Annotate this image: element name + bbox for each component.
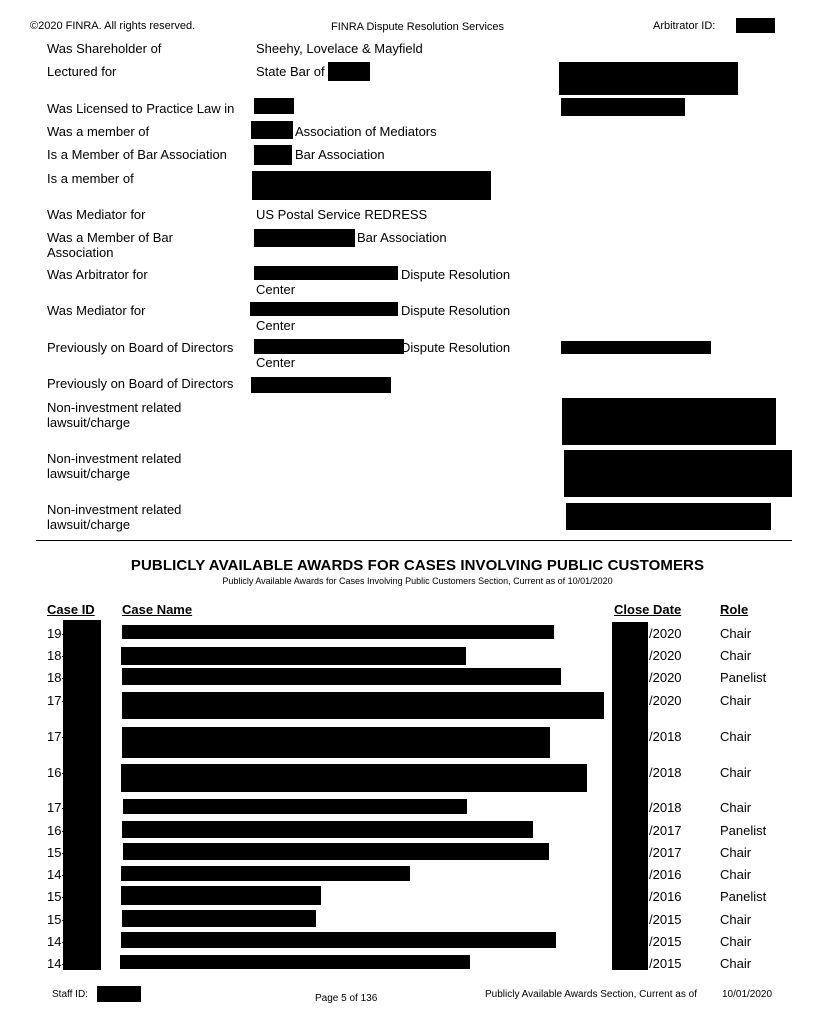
role-cell: Panelist [720,823,767,838]
case-id-cell: 17- [47,729,66,744]
profile-label: Non-investment related lawsuit/charge [47,400,182,430]
role-cell: Chair [720,729,752,744]
close-date-cell: /2015 [649,912,682,927]
redaction-box [121,886,321,905]
redaction-box [254,98,294,114]
close-date-cell: /2020 [649,693,682,708]
case-id-cell: 17- [47,693,66,708]
profile-label: Was Arbitrator for [47,267,148,282]
close-date-cell: /2016 [649,889,682,904]
role-cell: Panelist [720,670,767,685]
profile-label: Non-investment related lawsuit/charge [47,451,182,481]
section-divider [36,540,792,541]
redaction-box [328,62,370,81]
section-title: PUBLICLY AVAILABLE AWARDS FOR CASES INVOLVING PUBLIC CUSTOMERS [130,557,705,574]
close-date-cell: /2015 [649,956,682,971]
profile-label: Is a Member of Bar Association [47,147,227,162]
redaction-box [612,622,648,970]
redaction-box [121,647,466,665]
close-date-cell: /2020 [649,648,682,663]
case-id-cell: 14- [47,956,66,971]
profile-value: Dispute Resolution Center [256,303,511,333]
redaction-box [251,377,391,393]
close-date-cell: /2018 [649,800,682,815]
case-id-cell: 18- [47,648,66,663]
close-date-cell: /2018 [649,729,682,744]
profile-label: Was Mediator for [47,303,146,318]
profile-value: Dispute Resolution Center [256,340,511,370]
role-cell: Chair [720,867,752,882]
profile-label: Is a member of [47,171,134,186]
redaction-box [121,866,410,881]
close-date-cell: /2018 [649,765,682,780]
case-id-cell: 15- [47,889,66,904]
role-cell: Chair [720,626,752,641]
column-header-role: Role [720,602,749,617]
redaction-box [121,932,556,948]
redaction-box [561,341,711,354]
page-number: Page 5 of 136 [315,993,378,1004]
redaction-box [566,503,771,530]
role-cell: Chair [720,765,752,780]
column-header-close-date: Close Date [614,602,682,617]
role-cell: Chair [720,912,752,927]
redaction-box [559,62,738,95]
column-header-case-id: Case ID [47,602,95,617]
case-id-cell: 16- [47,823,66,838]
profile-label: Was a member of [47,124,150,139]
redaction-box [122,821,533,838]
close-date-cell: /2017 [649,845,682,860]
profile-value: US Postal Service REDRESS [256,207,428,222]
case-id-cell: 15- [47,912,66,927]
case-id-cell: 17- [47,800,66,815]
close-date-cell: /2020 [649,626,682,641]
profile-value: State Bar of [256,64,325,79]
close-date-cell: /2016 [649,867,682,882]
profile-label: Non-investment related lawsuit/charge [47,502,182,532]
close-date-cell: /2015 [649,934,682,949]
column-header-case-name: Case Name [122,602,193,617]
role-cell: Chair [720,693,752,708]
redaction-box [122,910,316,927]
redaction-box [254,229,355,247]
redaction-box [122,727,550,758]
profile-value: Dispute Resolution Center [256,267,511,297]
profile-value: Bar Association [295,147,385,162]
redaction-box [122,692,604,719]
case-id-cell: 16- [47,765,66,780]
role-cell: Chair [720,800,752,815]
profile-label: Was Shareholder of [47,41,162,56]
role-cell: Chair [720,648,752,663]
profile-label: Was a Member of Bar Association [47,230,173,260]
role-cell: Chair [720,845,752,860]
redaction-box [122,625,554,639]
profile-value: Sheehy, Lovelace & Mayfield [256,41,423,56]
case-id-cell: 15- [47,845,66,860]
copyright-text: ©2020 FINRA. All rights reserved. [30,20,196,32]
redaction-box [123,843,549,860]
redaction-box [252,171,491,200]
profile-label: Previously on Board of Directors [47,376,234,391]
redaction-box [736,18,775,33]
role-cell: Panelist [720,889,767,904]
case-id-cell: 18- [47,670,66,685]
redaction-box [120,955,470,969]
redaction-box [123,799,467,814]
section-subtitle: Publicly Available Awards for Cases Involving Public Customers Section, Current as of 10/01/2020 [222,576,613,586]
profile-label: Previously on Board of Directors [47,340,234,355]
arbitrator-id-label: Arbitrator ID: [653,20,716,32]
org-name: FINRA Dispute Resolution Services [331,21,505,33]
case-id-cell: 19- [47,626,66,641]
redaction-box [251,121,293,139]
profile-value: Bar Association [357,230,447,245]
close-date-cell: /2017 [649,823,682,838]
case-id-cell: 14- [47,934,66,949]
redaction-box [254,145,292,165]
redaction-box [121,764,587,792]
redaction-box [63,620,101,970]
profile-label: Was Licensed to Practice Law in [47,101,235,116]
role-cell: Chair [720,956,752,971]
redaction-box [564,450,792,497]
footer-section-label: Publicly Available Awards Section, Current as of [485,989,697,1000]
profile-value: Association of Mediators [295,124,437,139]
footer-date: 10/01/2020 [722,989,773,1000]
close-date-cell: /2020 [649,670,682,685]
case-id-cell: 14- [47,867,66,882]
role-cell: Chair [720,934,752,949]
profile-label: Lectured for [47,64,117,79]
staff-id-label: Staff ID: [52,989,88,1000]
redaction-box [561,98,685,116]
redaction-box [562,398,776,445]
redaction-box [97,986,141,1002]
redaction-box [122,668,561,685]
profile-label: Was Mediator for [47,207,146,222]
